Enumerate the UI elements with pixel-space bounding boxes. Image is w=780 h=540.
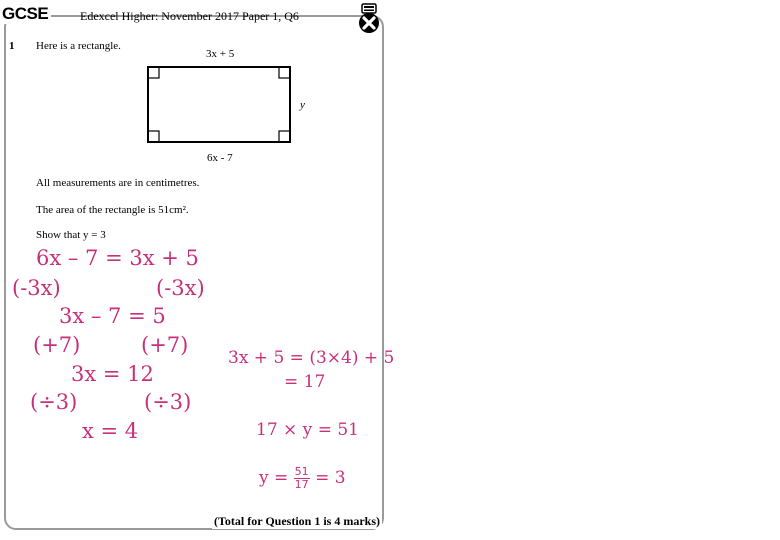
working-op-right-1: (-3x) [156,276,205,300]
final-answer-prefix: y = [259,468,289,488]
rectangle-right-label: y [300,99,305,111]
working-step-4: x = 4 [82,419,139,443]
question-instruction: Show that y = 3 [36,229,106,241]
working-step-3: 3x = 12 [71,362,154,386]
fraction-denominator: 17 [294,478,309,491]
rectangle-top-label: 3x + 5 [206,48,235,60]
total-marks: (Total for Question 1 is 4 marks) [214,514,381,528]
rectangle-bottom-label: 6x - 7 [207,152,233,164]
header-rule-left [54,15,74,16]
final-answer [259,466,346,491]
rectangle-shape [148,67,290,142]
working-op-left-2: (+7) [33,333,81,357]
header-rule-right [306,15,358,16]
substitution-line-1: 3x + 5 = (3×4) + 5 [228,348,395,368]
gcse-brand: GCSE [2,4,51,24]
right-angle-marker [148,67,159,78]
substitution-line-2: = 17 [284,372,326,392]
calculator-crossed-icon [357,3,381,33]
area-equation: 17 × y = 51 [256,420,359,440]
question-intro: Here is a rectangle. [36,40,121,52]
right-angle-marker [279,131,290,142]
question-units-text: All measurements are in centimetres. [36,177,200,189]
working-op-left-1: (-3x) [12,276,61,300]
fraction [294,466,310,491]
right-angle-marker [279,67,290,78]
question-area-text: The area of the rectangle is 51cm². [36,204,189,216]
working-step-2: 3x – 7 = 5 [59,304,166,328]
working-op-right-2: (+7) [141,333,189,357]
working-op-left-3: (÷3) [30,390,78,414]
final-answer-suffix: = 3 [315,468,346,488]
question-number: 1 [9,40,15,52]
paper-title: Edexcel Higher: November 2017 Paper 1, Q6 [80,9,299,23]
rectangle-diagram [140,60,320,150]
right-angle-marker [148,131,159,142]
working-op-right-3: (÷3) [144,390,192,414]
working-step-1: 6x – 7 = 3x + 5 [36,246,199,270]
fraction-numerator: 51 [294,465,309,478]
